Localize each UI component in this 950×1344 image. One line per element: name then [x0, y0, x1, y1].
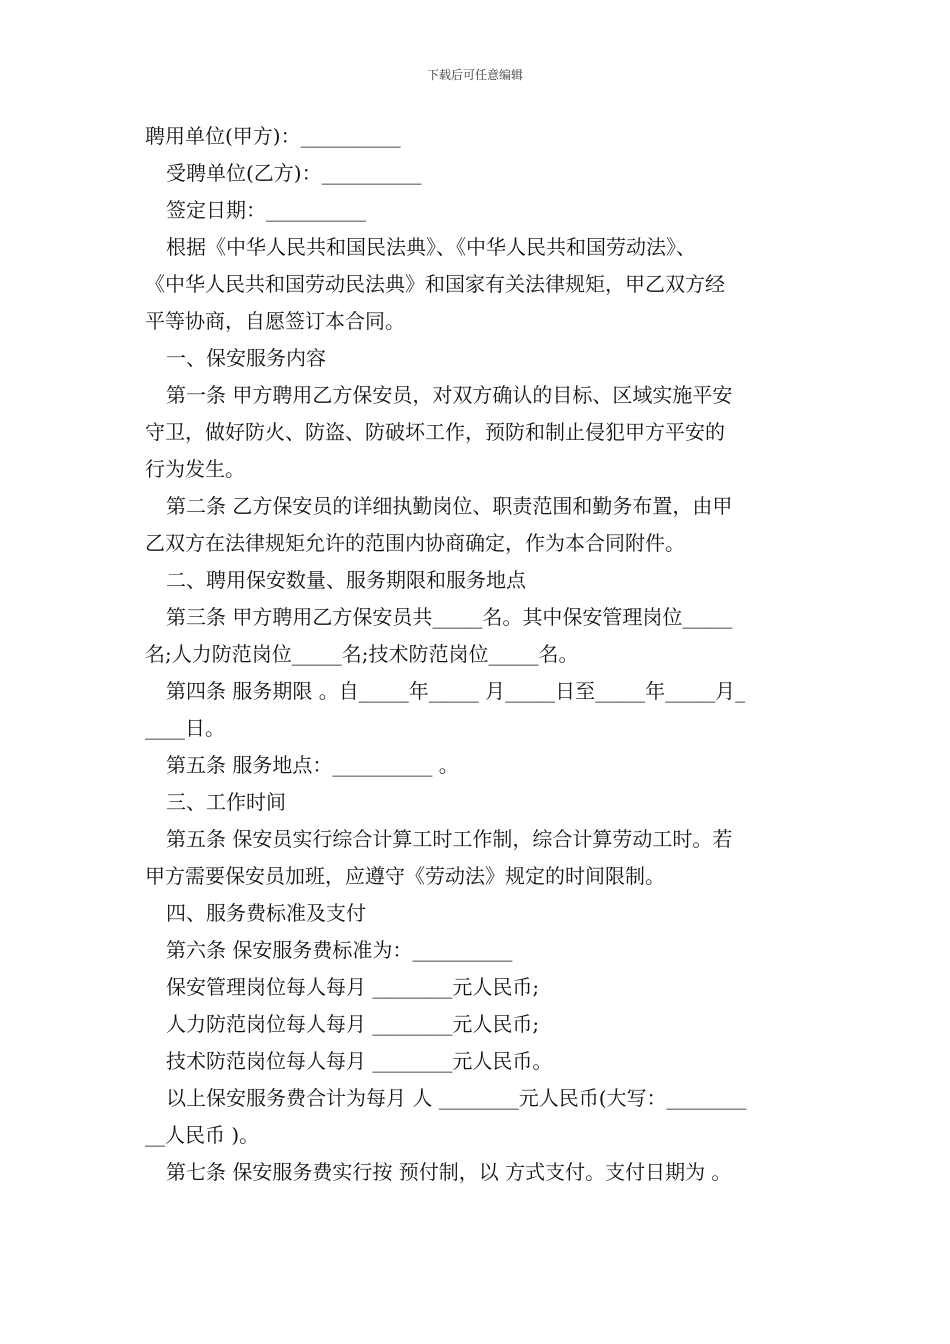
party-b-line: 受聘单位(乙方)：__________ — [166, 161, 422, 185]
preamble-line-2: 《中华人民共和国劳动民法典》和国家有关法律规矩，甲乙双方经 — [145, 272, 725, 296]
fee-total-line-1: 以上保安服务费合计为每月 人 ________元人民币(大写：________ — [166, 1086, 747, 1110]
article-5-hours-line-1: 第五条 保安员实行综合计算工时工作制，综合计算劳动工时。若 — [166, 827, 733, 851]
fee-total-line-2: __人民币 )。 — [145, 1123, 260, 1147]
page-header: 下载后可任意编辑 — [426, 68, 523, 82]
article-3-line-2: 名;人力防范岗位_____名;技术防范岗位_____名。 — [145, 642, 579, 666]
article-2-line-1: 第二条 乙方保安员的详细执勤岗位、职责范围和勤务布置，由甲 — [166, 494, 733, 518]
preamble-line-3: 平等协商，自愿签订本合同。 — [145, 309, 405, 333]
fee-technical-line: 技术防范岗位每人每月 ________元人民币。 — [166, 1049, 553, 1073]
article-4-line-1: 第四条 服务期限 。自_____年_____ 月_____日至_____年_____月_ — [166, 679, 746, 703]
section-heading-2: 二、聘用保安数量、服务期限和服务地点 — [166, 568, 526, 592]
fee-manpower-line: 人力防范岗位每人每月 ________元人民币; — [166, 1012, 540, 1036]
party-a-line: 聘用单位(甲方)：__________ — [145, 124, 401, 148]
article-1-line-2: 守卫，做好防火、防盗、防破坏工作，预防和制止侵犯甲方平安的 — [145, 420, 725, 444]
article-5-hours-line-2: 甲方需要保安员加班，应遵守《劳动法》规定的时间限制。 — [145, 864, 665, 888]
article-1-line-3: 行为发生。 — [145, 457, 245, 481]
section-heading-4: 四、服务费标准及支付 — [166, 901, 366, 925]
article-5-location: 第五条 服务地点：__________ 。 — [166, 753, 459, 777]
article-7-line: 第七条 保安服务费实行按 预付制，以 方式支付。支付日期为 。 — [166, 1160, 732, 1184]
section-heading-1: 一、保安服务内容 — [166, 346, 326, 370]
article-4-line-2: ____日。 — [145, 716, 225, 740]
preamble-line-1: 根据《中华人民共和国民法典》、《中华人民共和国劳动法》、 — [166, 235, 696, 259]
section-heading-3: 三、工作时间 — [166, 790, 286, 814]
sign-date-line: 签定日期：__________ — [166, 198, 366, 222]
article-2-line-2: 乙双方在法律规矩允许的范围内协商确定，作为本合同附件。 — [145, 531, 685, 555]
document-body — [145, 118, 810, 1191]
article-6-line: 第六条 保安服务费标准为：__________ — [166, 938, 513, 962]
article-3-line-1: 第三条 甲方聘用乙方保安员共_____名。其中保安管理岗位_____ — [166, 605, 733, 629]
article-1-line-1: 第一条 甲方聘用乙方保安员，对双方确认的目标、区域实施平安 — [166, 383, 733, 407]
fee-management-line: 保安管理岗位每人每月 ________元人民币; — [166, 975, 540, 999]
